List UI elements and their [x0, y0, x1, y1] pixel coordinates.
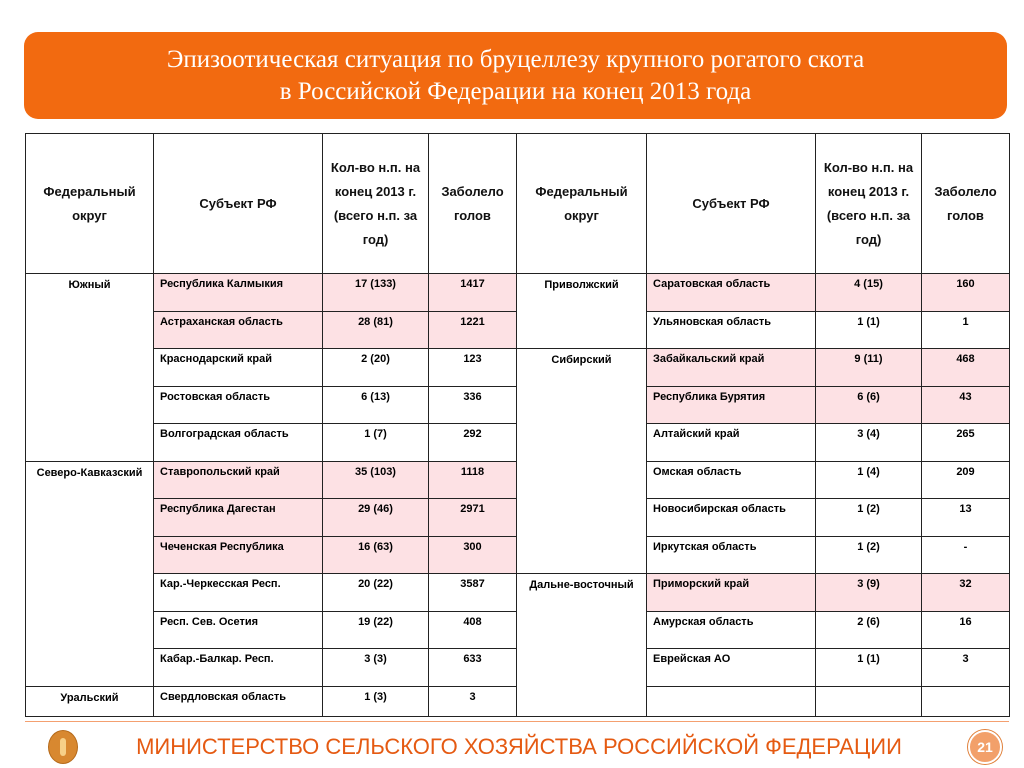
- subject-cell: Приморский край: [647, 574, 816, 612]
- header-subject: Субъект РФ: [647, 134, 816, 274]
- count-cell: 3 (3): [323, 649, 429, 687]
- count-cell: 3 (4): [816, 424, 922, 462]
- header-district: Федеральный округ: [26, 134, 154, 274]
- sick-cell: 265: [922, 424, 1010, 462]
- count-cell: 1 (7): [323, 424, 429, 462]
- subject-cell: Кабар.-Балкар. Респ.: [154, 649, 323, 687]
- sick-cell: 468: [922, 349, 1010, 387]
- slide-title-line-1: Эпизоотическая ситуация по бруцеллезу крупного рогатого скота: [166, 45, 865, 73]
- header-district: Федеральный округ: [517, 134, 647, 274]
- subject-cell: Еврейская АО: [647, 649, 816, 687]
- subject-cell: Новосибирская область: [647, 499, 816, 537]
- count-cell: 1 (3): [323, 686, 429, 716]
- count-cell: 9 (11): [816, 349, 922, 387]
- sick-cell: 3: [429, 686, 517, 716]
- count-cell: 3 (9): [816, 574, 922, 612]
- header-count: Кол-во н.п. на конец 2013 г. (всего н.п. за год): [816, 134, 922, 274]
- header-count: Кол-во н.п. на конец 2013 г. (всего н.п. за год): [323, 134, 429, 274]
- sick-cell: 408: [429, 611, 517, 649]
- count-cell: 6 (13): [323, 386, 429, 424]
- sick-cell: 292: [429, 424, 517, 462]
- count-cell: 2 (20): [323, 349, 429, 387]
- ministry-emblem-icon: [48, 730, 78, 764]
- subject-cell: Свердловская область: [154, 686, 323, 716]
- subject-cell: Республика Дагестан: [154, 499, 323, 537]
- empty-cell: [647, 686, 816, 716]
- slide-title-line-2: в Российской Федерации на конец 2013 года: [279, 77, 752, 105]
- header-sick: Заболело голов: [429, 134, 517, 274]
- sick-cell: 13: [922, 499, 1010, 537]
- sick-cell: 1221: [429, 311, 517, 349]
- sick-cell: 32: [922, 574, 1010, 612]
- subject-cell: Краснодарский край: [154, 349, 323, 387]
- sick-cell: 3587: [429, 574, 517, 612]
- subject-cell: Республика Бурятия: [647, 386, 816, 424]
- subject-cell: Волгоградская область: [154, 424, 323, 462]
- sick-cell: 16: [922, 611, 1010, 649]
- header-subject: Субъект РФ: [154, 134, 323, 274]
- empty-cell: [922, 686, 1010, 716]
- sick-cell: 123: [429, 349, 517, 387]
- count-cell: 1 (2): [816, 536, 922, 574]
- brucellosis-table: [25, 133, 1010, 717]
- subject-cell: Кар.-Черкесская Респ.: [154, 574, 323, 612]
- subject-cell: Саратовская область: [647, 274, 816, 312]
- district-siberia: Сибирский: [517, 349, 647, 574]
- sick-cell: 2971: [429, 499, 517, 537]
- district-far-east: Дальне-восточный: [517, 574, 647, 717]
- footer-ministry-name: МИНИСТЕРСТВО СЕЛЬСКОГО ХОЗЯЙСТВА РОССИЙСКОЙ ФЕДЕРАЦИИ: [136, 734, 902, 759]
- subject-cell: Астраханская область: [154, 311, 323, 349]
- subject-cell: Иркутская область: [647, 536, 816, 574]
- sick-cell: 160: [922, 274, 1010, 312]
- table-row: [26, 274, 1010, 312]
- count-cell: 29 (46): [323, 499, 429, 537]
- count-cell: 4 (15): [816, 274, 922, 312]
- sick-cell: 209: [922, 461, 1010, 499]
- page-number-badge: 21: [968, 730, 1002, 764]
- count-cell: 6 (6): [816, 386, 922, 424]
- sick-cell: 1: [922, 311, 1010, 349]
- sick-cell: 633: [429, 649, 517, 687]
- count-cell: 20 (22): [323, 574, 429, 612]
- subject-cell: Ставропольский край: [154, 461, 323, 499]
- subject-cell: Республика Калмыкия: [154, 274, 323, 312]
- header-sick: Заболело голов: [922, 134, 1010, 274]
- count-cell: 17 (133): [323, 274, 429, 312]
- footer-divider: [25, 721, 1009, 722]
- count-cell: 1 (4): [816, 461, 922, 499]
- subject-cell: Омская область: [647, 461, 816, 499]
- count-cell: 16 (63): [323, 536, 429, 574]
- count-cell: 1 (1): [816, 649, 922, 687]
- subject-cell: Алтайский край: [647, 424, 816, 462]
- subject-cell: Чеченская Республика: [154, 536, 323, 574]
- district-south: Южный: [26, 274, 154, 462]
- district-north-caucasus: Северо-Кавказский: [26, 461, 154, 686]
- sick-cell: 43: [922, 386, 1010, 424]
- sick-cell: 336: [429, 386, 517, 424]
- sick-cell: 3: [922, 649, 1010, 687]
- count-cell: 35 (103): [323, 461, 429, 499]
- district-volga: Приволжский: [517, 274, 647, 349]
- count-cell: 1 (1): [816, 311, 922, 349]
- subject-cell: Ульяновская область: [647, 311, 816, 349]
- sick-cell: 1118: [429, 461, 517, 499]
- district-ural: Уральский: [26, 686, 154, 716]
- sick-cell: 300: [429, 536, 517, 574]
- table-row: [26, 349, 1010, 387]
- subject-cell: Респ. Сев. Осетия: [154, 611, 323, 649]
- subject-cell: Забайкальский край: [647, 349, 816, 387]
- count-cell: 1 (2): [816, 499, 922, 537]
- subject-cell: Амурская область: [647, 611, 816, 649]
- slide-title-banner: [24, 32, 1007, 119]
- table-row: [26, 574, 1010, 612]
- subject-cell: Ростовская область: [154, 386, 323, 424]
- count-cell: 28 (81): [323, 311, 429, 349]
- count-cell: 19 (22): [323, 611, 429, 649]
- empty-cell: [816, 686, 922, 716]
- table-header-row: [26, 134, 1010, 274]
- sick-cell: -: [922, 536, 1010, 574]
- sick-cell: 1417: [429, 274, 517, 312]
- count-cell: 2 (6): [816, 611, 922, 649]
